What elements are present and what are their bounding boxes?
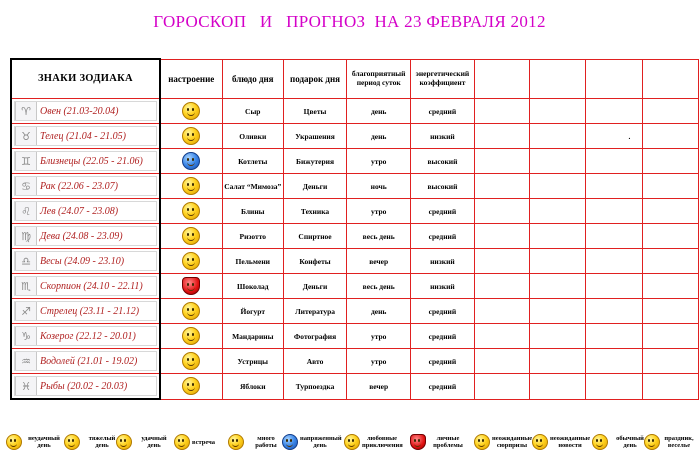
zodiac-glyph-icon: ♐ [15,301,37,321]
empty-cell [643,174,699,199]
gift-cell: Спиртное [283,224,346,249]
legend-label: неожиданные новости [550,435,591,449]
love-smiley-icon [344,434,360,450]
holiday-smiley-icon [644,434,660,450]
empty-cell [530,149,586,174]
sign-name: Рыбы (20.02 - 20.03) [40,380,128,392]
news-smiley-icon [532,434,548,450]
empty-cell [530,374,586,400]
grin-smiley-icon [182,102,200,120]
empty-cell [474,124,530,149]
legend-item [644,434,696,450]
empty-cell [474,199,530,224]
energy-cell: высокий [411,149,474,174]
empty-cell [585,99,643,124]
empty-cell [530,199,586,224]
legend-item [344,434,402,450]
holiday-smiley-icon [182,377,200,395]
empty-cell [474,299,530,324]
sign-cell [11,249,160,274]
empty-cell [585,324,643,349]
sign-name: Скорпион (24.10 - 22.11) [40,280,143,292]
legend-item [6,434,64,450]
table-row [11,349,699,374]
sign-cell [11,149,160,174]
dish-cell: Салат “Мимоза” [222,174,283,199]
empty-cell [585,249,643,274]
sign-name: Дева (24.08 - 23.09) [40,230,123,242]
legend-item [592,434,650,450]
empty-cell [530,124,586,149]
empty-cell [530,299,586,324]
unlucky-smiley-icon [6,434,22,450]
legend-item [474,434,532,450]
sign-name: Стрелец (23.11 - 21.12) [40,305,140,317]
sign-name: Весы (24.09 - 23.10) [40,255,125,267]
mood-cell [160,324,222,349]
period-cell: утро [347,199,411,224]
empty-cell [530,324,586,349]
mood-cell [160,224,222,249]
gift-cell: Цветы [283,99,346,124]
legend-label: личные проблемы [433,435,463,449]
period-cell: вечер [347,249,411,274]
empty-cell [643,149,699,174]
sign-name: Водолей (21.01 - 19.02) [40,355,138,367]
page-title: ГОРОСКОП И ПРОГНОЗ НА 23 ФЕВРАЛЯ 2012 [153,12,546,31]
gift-cell: Турпоездка [283,374,346,400]
energy-cell: средний [411,199,474,224]
dish-cell: Мандарины [222,324,283,349]
lucky-smiley-icon [116,434,132,450]
sign-name: Телец (21.04 - 21.05) [40,130,126,142]
mood-cell [160,149,222,174]
empty-cell [474,174,530,199]
header-empty-2 [530,59,586,99]
legend-label: любовные приключения [362,435,403,449]
legend-label: тяжелый день [88,435,116,449]
empty-cell [643,349,699,374]
table-row [11,174,699,199]
period-cell: день [347,124,411,149]
dish-cell: Йогурт [222,299,283,324]
empty-cell [643,224,699,249]
love-smiley-icon [182,177,200,195]
sign-name: Близнецы (22.05 - 21.06) [40,155,143,167]
sign-name: Козерог (22.12 - 20.01) [40,330,136,342]
legend-item [116,434,174,450]
period-cell: вечер [347,374,411,400]
empty-cell [585,374,643,400]
gift-cell: Украшения [283,124,346,149]
sign-cell [11,324,160,349]
dish-cell: Котлеты [222,149,283,174]
empty-cell [643,124,699,149]
blue-tense-smiley-icon [282,434,298,450]
empty-cell [530,249,586,274]
energy-cell: средний [411,299,474,324]
header-empty-4 [643,59,699,99]
legend-item [174,434,215,450]
sign-cell [11,124,160,149]
empty-cell [530,224,586,249]
dish-cell: Сыр [222,99,283,124]
empty-cell [474,324,530,349]
empty-cell [585,349,643,374]
empty-cell [585,199,643,224]
meeting-smiley-icon [174,434,190,450]
energy-cell: низкий [411,249,474,274]
zodiac-glyph-icon: ♓ [15,376,37,396]
energy-cell: низкий [411,274,474,299]
header-empty-3 [585,59,643,99]
dish-cell: Шоколад [222,274,283,299]
period-cell: ночь [347,174,411,199]
legend-label: обычный день [616,435,644,449]
table-row [11,199,699,224]
gift-cell: Техника [283,199,346,224]
horoscope-table [10,58,699,400]
legend-label: праздник, веселье [664,435,694,449]
ordinary-smiley-icon [592,434,608,450]
sign-cell [11,174,160,199]
empty-cell [643,249,699,274]
empty-cell [643,324,699,349]
energy-cell: средний [411,224,474,249]
gift-cell: Деньги [283,174,346,199]
period-cell: утро [347,149,411,174]
zodiac-glyph-icon: ♍ [15,226,37,246]
legend-item [282,434,340,450]
period-cell: весь день [347,274,411,299]
empty-cell [530,99,586,124]
energy-cell: средний [411,324,474,349]
table-row [11,299,699,324]
header-mood: настроение [160,59,222,99]
mood-cell [160,249,222,274]
zodiac-glyph-icon: ♊ [15,151,37,171]
blue-tense-smiley-icon [182,152,200,170]
header-gift: подарок дня [283,59,346,99]
zodiac-glyph-icon: ♋ [15,176,37,196]
header-signs: ЗНАКИ ЗОДИАКА [11,59,160,99]
empty-cell [643,374,699,400]
table-row [11,274,699,299]
empty-cell [474,249,530,274]
wink-smiley-icon [182,127,200,145]
mood-cell [160,274,222,299]
empty-cell: . [585,124,643,149]
sign-cell [11,199,160,224]
zodiac-glyph-icon: ♒ [15,351,37,371]
header-energy: энергетический коэффициент [411,59,474,99]
mood-cell [160,374,222,400]
table-row [11,99,699,124]
sign-name: Овен (21.03-20.04) [40,105,119,117]
table-row [11,249,699,274]
sign-cell [11,374,160,400]
gift-cell: Деньги [283,274,346,299]
energy-cell: средний [411,349,474,374]
mood-cell [160,124,222,149]
legend-label: удачный день [141,435,167,449]
empty-cell [474,374,530,400]
ordinary-smiley-icon [182,302,200,320]
zodiac-glyph-icon: ♏ [15,276,37,296]
empty-cell [474,99,530,124]
sign-cell [11,274,160,299]
period-cell: утро [347,349,411,374]
ordinary-smiley-icon [182,352,200,370]
empty-cell [530,349,586,374]
legend-item [532,434,590,450]
mood-cell [160,99,222,124]
empty-cell [474,274,530,299]
header-dish: блюдо дня [222,59,283,99]
heart-smiley-icon [182,277,200,295]
sign-name: Рак (22.06 - 23.07) [40,180,118,192]
work-smiley-icon [228,434,244,450]
gift-cell: Фотография [283,324,346,349]
empty-cell [474,224,530,249]
mood-cell [160,349,222,374]
sign-cell [11,299,160,324]
table-row [11,149,699,174]
happy-smiley-icon [182,252,200,270]
dish-cell: Устрицы [222,349,283,374]
table-row [11,324,699,349]
gift-cell: Литература [283,299,346,324]
love-smiley-icon [182,327,200,345]
zodiac-glyph-icon: ♌ [15,201,37,221]
surprise-smiley-icon [182,202,200,220]
empty-cell [585,149,643,174]
sign-cell [11,224,160,249]
sign-name: Лев (24.07 - 23.08) [40,205,119,217]
period-cell: утро [347,324,411,349]
gift-cell: Бижутерия [283,149,346,174]
legend-item [410,434,468,450]
gift-cell: Конфеты [283,249,346,274]
energy-cell: низкий [411,124,474,149]
table-row [11,224,699,249]
empty-cell [643,299,699,324]
table-row [11,124,699,149]
zodiac-glyph-icon: ♉ [15,126,37,146]
empty-cell [643,199,699,224]
empty-cell [585,224,643,249]
hard-day-smiley-icon [64,434,80,450]
empty-cell [643,99,699,124]
mood-cell [160,174,222,199]
empty-cell [585,174,643,199]
legend-label: неудачный день [28,435,60,449]
surprise-smiley-icon [474,434,490,450]
dish-cell: Пельмени [222,249,283,274]
sign-cell [11,99,160,124]
legend-label: напряженный день [300,435,342,449]
energy-cell: высокий [411,174,474,199]
dish-cell: Ризотто [222,224,283,249]
legend-item [228,434,286,450]
dish-cell: Оливки [222,124,283,149]
legend-label: неожиданные сюрпризы [492,435,533,449]
empty-cell [474,349,530,374]
energy-cell: средний [411,99,474,124]
legend-label: встреча [192,438,216,446]
gift-cell: Авто [283,349,346,374]
energy-cell: средний [411,374,474,400]
table-row [11,374,699,400]
empty-cell [530,174,586,199]
period-cell: день [347,299,411,324]
period-cell: день [347,99,411,124]
empty-cell [474,149,530,174]
dish-cell: Яблоки [222,374,283,400]
legend [6,430,696,464]
zodiac-glyph-icon: ♑ [15,326,37,346]
empty-cell [585,299,643,324]
heart-smiley-icon [410,434,426,450]
zodiac-glyph-icon: ♈ [15,101,37,121]
header-empty-1 [474,59,530,99]
legend-label: много работы [255,435,277,449]
mood-cell [160,299,222,324]
header-period: благоприятный период суток [347,59,411,99]
sign-cell [11,349,160,374]
work-smiley-icon [182,227,200,245]
period-cell: весь день [347,224,411,249]
zodiac-glyph-icon: ♎ [15,251,37,271]
legend-item [64,434,122,450]
empty-cell [530,274,586,299]
mood-cell [160,199,222,224]
empty-cell [585,274,643,299]
empty-cell [643,274,699,299]
dish-cell: Блины [222,199,283,224]
